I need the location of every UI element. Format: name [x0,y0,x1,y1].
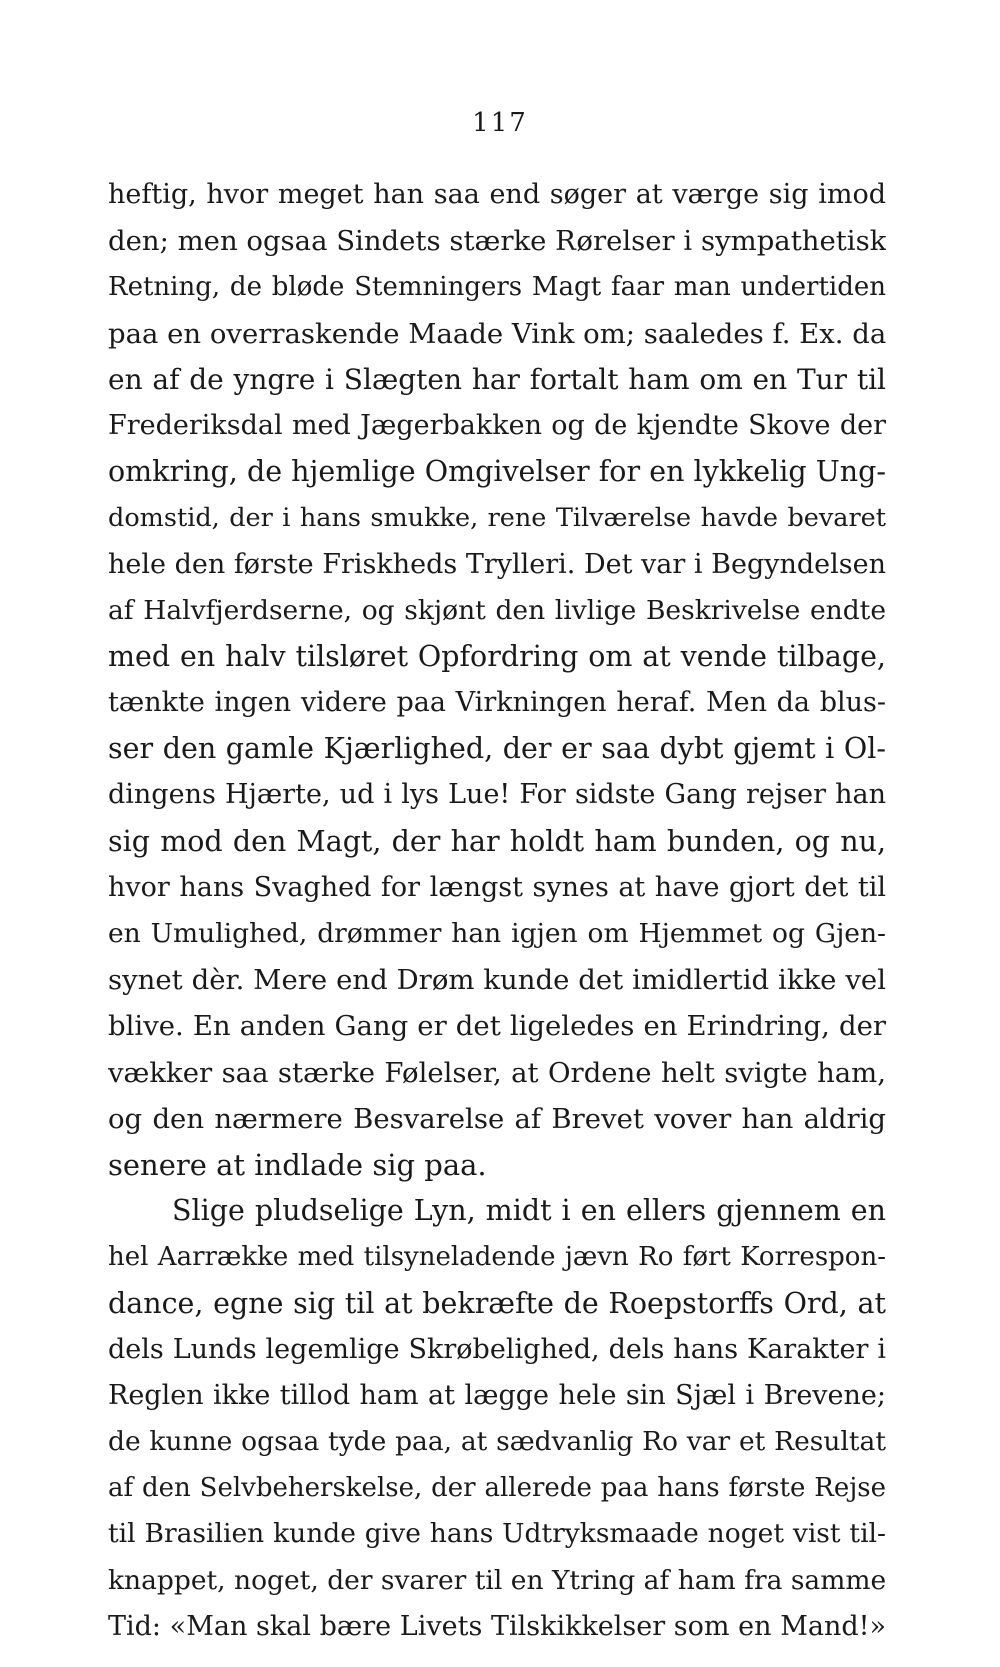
text-line: omkring, de hjemlige Omgivelser for en lykkelig Ung- [108,455,886,489]
text-line: Reglen ikke tillod ham at lægge hele sin Sjæl i Brevene; [108,1379,886,1411]
text-line: af Halvfjerdserne, og skjønt den livlige Beskrivelse endte [108,594,886,626]
text-line: blive. En anden Gang er det ligeledes en Erindring, der [108,1010,886,1043]
text-line: vækker saa stærke Følelser, at Ordene helt svigte ham, [108,1056,886,1089]
text-line: den; men ogsaa Sindets stærke Rørelser i sympathetisk [108,225,886,258]
text-line: hel Aarrække med tilsyneladende jævn Ro ført Korrespon- [108,1242,886,1273]
text-line: Frederiksdal med Jægerbakken og de kjendte Skove der [108,409,886,441]
text-line: dingens Hjærte, ud i lys Lue! For sidste Gang rejser han [108,779,886,811]
text-line: tænkte ingen videre paa Virkningen heraf. Men da blus- [108,687,886,719]
text-line: domstid, der i hans smukke, rene Tilværelse havde bevaret [108,503,886,534]
text-line: dels Lunds legemlige Skrøbelighed, dels hans Karakter i [108,1333,886,1365]
text-line: sig mod den Magt, der har holdt ham bunden, og nu, [108,824,886,858]
text-line: synet dèr. Mere end Drøm kunde det imidlertid ikke vel [108,964,886,997]
text-line: en Umulighed, drømmer han igjen om Hjemmet og Gjen- [108,918,886,949]
text-line: de kunne ogsaa tyde paa, at sædvanlig Ro var et Resultat [108,1426,886,1458]
text-line: med en halv tilsløret Opfordring om at vende tilbage, [108,639,886,673]
text-line: og den nærmere Besvarelse af Brevet vover han aldrig [108,1102,886,1135]
text-line: heftig, hvor meget han saa end søger at værge sig imod [108,179,886,210]
text-line: hvor hans Svaghed for længst synes at have gjort det til [108,871,886,903]
text-line: knappet, noget, der svarer til en Ytring af ham fra samme [108,1564,886,1596]
text-line: Tid: «Man skal bære Livets Tilskikkelser som en Mand!» [108,1610,886,1642]
text-line: senere at indlade sig paa. [108,1147,487,1182]
text-line: en af de yngre i Slægten har fortalt ham om en Tur til [108,362,886,396]
text-line: af den Selvbeherskelse, der allerede paa hans første Rejse [108,1473,886,1504]
text-line: til Brasilien kunde give hans Udtryksmaade noget vist til- [108,1518,886,1550]
text-line: hele den første Friskheds Trylleri. Det var i Begyndelsen [108,548,886,580]
text-line: paa en overraskende Maade Vink om; saaledes f. Ex. da [108,317,886,350]
text-line: ser den gamle Kjærlighed, der er saa dybt gjemt i Ol- [108,732,886,766]
text-line: dance, egne sig til at bekræfte de Roepstorffs Ord, at [108,1286,886,1320]
body-text [108,172,886,1650]
text-line: Retning, de bløde Stemningers Magt faar man undertiden [108,272,886,303]
text-line: Slige pludselige Lyn, midt i en ellers gjennem en [172,1194,886,1228]
page-number: 117 [472,108,528,138]
